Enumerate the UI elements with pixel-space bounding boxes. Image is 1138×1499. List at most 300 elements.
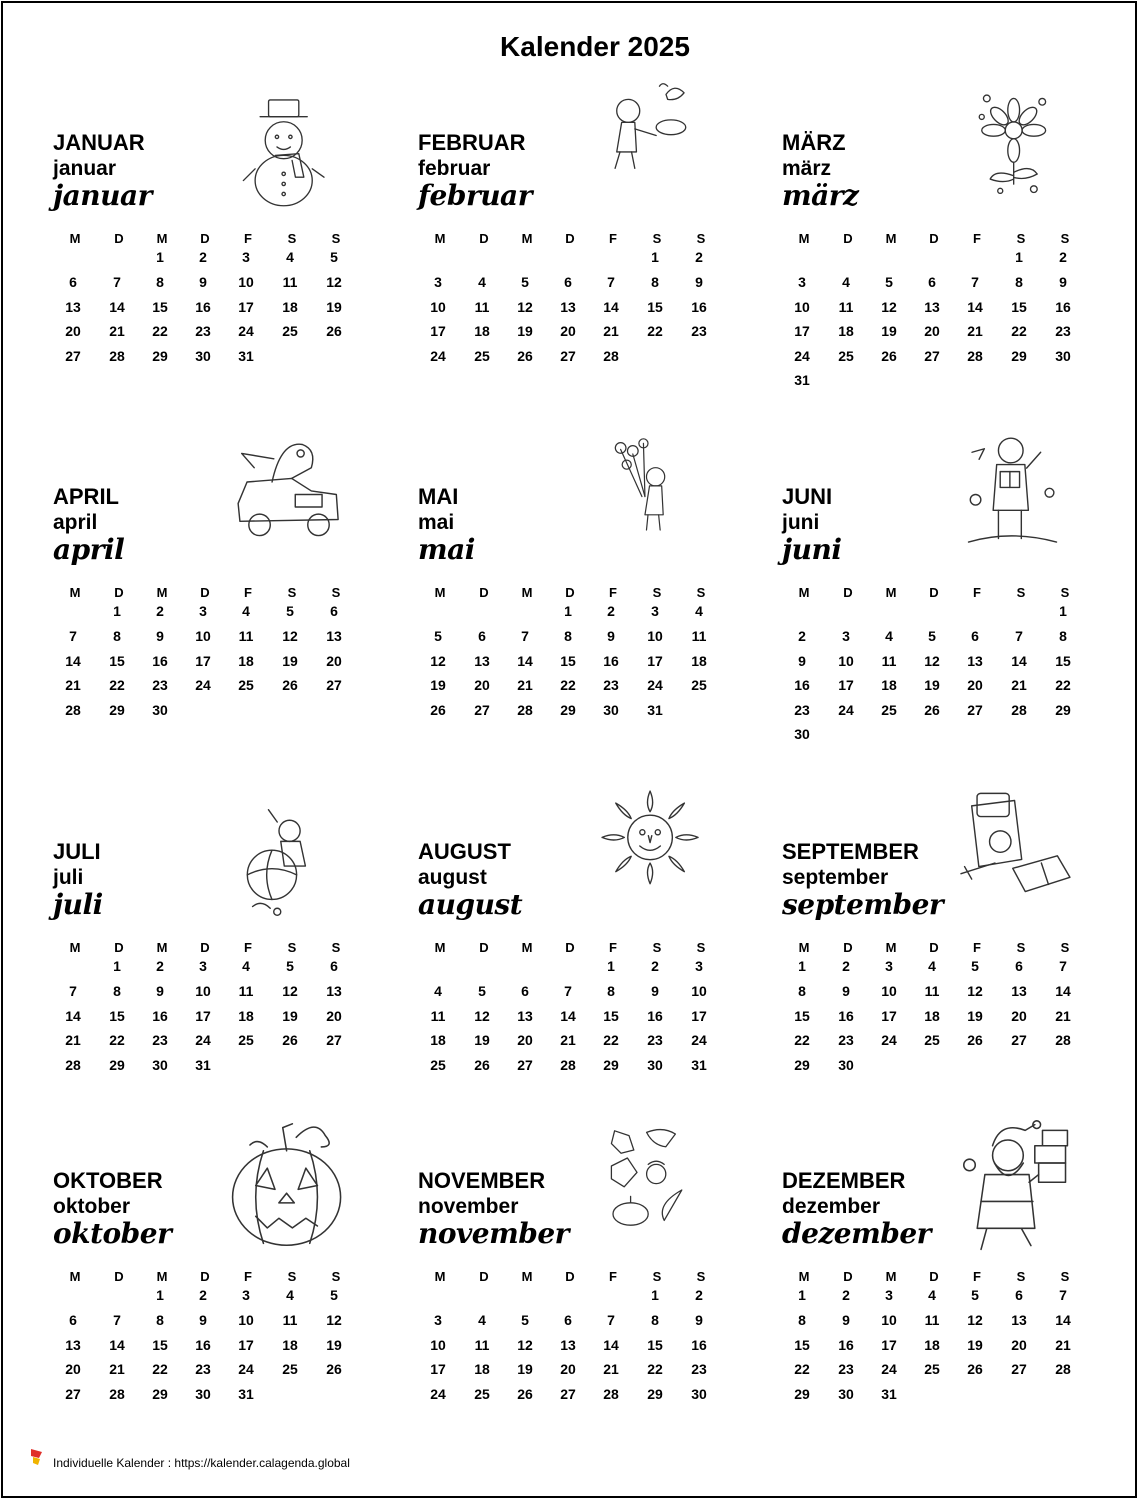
day-cell: 29 (1011, 347, 1027, 364)
day-cell: 30 (152, 701, 168, 718)
day-cell: 17 (691, 1007, 707, 1024)
weekday-header: M (885, 940, 897, 955)
month-name-upper: NOVEMBER (418, 1168, 546, 1193)
day-cell: 24 (881, 1032, 897, 1049)
day-cell: 7 (1059, 958, 1067, 974)
day-cell: 26 (326, 323, 342, 340)
day-cell: 14 (1055, 1312, 1071, 1328)
day-cell: 2 (1059, 249, 1067, 265)
day-cell: 23 (195, 323, 211, 340)
day-cell: 24 (430, 1385, 446, 1402)
day-cell: 9 (607, 628, 615, 644)
day-cell: 2 (156, 603, 164, 619)
day-cell: 30 (794, 726, 810, 743)
day-cell: 1 (113, 958, 121, 974)
day-cell: 6 (928, 274, 936, 290)
day-cell: 29 (794, 1056, 810, 1073)
weekday-header: M (69, 940, 81, 955)
day-cell: 18 (924, 1007, 940, 1024)
day-cell: 20 (1011, 1007, 1027, 1024)
day-cell: 21 (517, 677, 533, 694)
day-cell: 12 (967, 1312, 983, 1328)
weekday-header: D (200, 585, 210, 600)
day-cell: 30 (838, 1385, 854, 1402)
day-cell: 6 (971, 628, 979, 644)
month-name-lower: juni (782, 511, 820, 534)
day-cell: 4 (885, 628, 893, 644)
day-cell: 26 (881, 347, 897, 364)
day-cell: 21 (109, 323, 125, 340)
day-cell: 15 (647, 298, 663, 315)
day-cell: 26 (967, 1361, 983, 1378)
day-cell: 22 (109, 1032, 125, 1049)
day-cell: 14 (1055, 983, 1071, 999)
weekday-header: D (843, 940, 853, 955)
day-cell: 20 (924, 323, 940, 340)
day-cell: 19 (967, 1336, 983, 1353)
weekday-header: M (798, 1269, 810, 1284)
weekday-header: D (843, 231, 853, 246)
day-cell: 7 (564, 983, 572, 999)
day-cell: 13 (967, 652, 983, 669)
month-name-lower: november (418, 1195, 519, 1218)
weekday-header: S (331, 940, 341, 955)
day-cell: 6 (1015, 1287, 1023, 1303)
day-cell: 3 (695, 958, 703, 974)
day-cell: 10 (794, 298, 810, 315)
day-cell: 11 (474, 298, 490, 315)
day-cell: 4 (695, 603, 703, 619)
weekday-header: D (929, 940, 939, 955)
weekday-header: D (479, 231, 489, 246)
day-cell: 30 (195, 347, 211, 364)
day-cell: 20 (65, 1361, 81, 1378)
day-cell: 16 (195, 298, 211, 315)
day-cell: 23 (691, 1361, 707, 1378)
day-cell: 6 (69, 1312, 77, 1328)
day-cell: 31 (238, 1385, 254, 1402)
month-name-lower: dezember (782, 1195, 881, 1218)
month-name-lower: februar (418, 157, 491, 180)
month-name-script: november (418, 1217, 569, 1250)
weekday-header: F (609, 231, 617, 246)
day-cell: 25 (924, 1361, 940, 1378)
day-cell: 24 (881, 1361, 897, 1378)
day-cell: 26 (326, 1361, 342, 1378)
day-cell: 15 (152, 1336, 168, 1353)
day-cell: 17 (647, 652, 663, 669)
day-cell: 21 (603, 323, 619, 340)
day-cell: 20 (326, 1007, 342, 1024)
day-cell: 22 (647, 1361, 663, 1378)
pancake-kid-icon (590, 78, 710, 193)
day-cell: 22 (152, 323, 168, 340)
beach-ball-kid-icon (235, 795, 345, 930)
day-cell: 18 (881, 677, 897, 694)
day-cell: 18 (474, 323, 490, 340)
day-cell: 29 (109, 1056, 125, 1073)
day-cell: 23 (152, 1032, 168, 1049)
day-cell: 30 (691, 1385, 707, 1402)
day-cell: 8 (1015, 274, 1023, 290)
day-cell: 12 (967, 983, 983, 999)
day-cell: 7 (1059, 1287, 1067, 1303)
day-cell: 5 (434, 628, 442, 644)
month-name-lower: oktober (53, 1195, 131, 1218)
weekday-header: F (609, 940, 617, 955)
day-cell: 16 (838, 1336, 854, 1353)
weekday-header: D (565, 231, 575, 246)
day-cell: 10 (838, 652, 854, 669)
month-name-lower: mai (418, 511, 455, 534)
weekday-header: M (521, 231, 533, 246)
day-cell: 23 (1055, 323, 1071, 340)
weekday-header: S (696, 1269, 706, 1284)
autumn-leaves-icon (605, 1118, 705, 1246)
day-cell: 19 (474, 1032, 490, 1049)
day-cell: 3 (199, 603, 207, 619)
weekday-header: M (434, 940, 446, 955)
day-cell: 2 (651, 958, 659, 974)
weekday-header: S (652, 1269, 662, 1284)
day-cell: 27 (924, 347, 940, 364)
day-cell: 22 (647, 323, 663, 340)
day-cell: 4 (242, 603, 250, 619)
day-cell: 27 (65, 1385, 81, 1402)
day-cell: 25 (282, 1361, 298, 1378)
day-cell: 8 (651, 1312, 659, 1328)
day-cell: 18 (691, 652, 707, 669)
day-cell: 28 (65, 1056, 81, 1073)
day-cell: 5 (330, 249, 338, 265)
day-cell: 15 (109, 1007, 125, 1024)
day-cell: 4 (842, 274, 850, 290)
day-cell: 14 (109, 1336, 125, 1353)
weekday-header: S (1016, 231, 1026, 246)
day-cell: 10 (647, 628, 663, 644)
month-name-upper: JANUAR (53, 130, 145, 155)
weekday-header: F (973, 940, 981, 955)
day-cell: 18 (430, 1032, 446, 1049)
weekday-header: D (479, 940, 489, 955)
day-cell: 2 (607, 603, 615, 619)
weekday-header: S (1060, 1269, 1070, 1284)
day-cell: 15 (1011, 298, 1027, 315)
weekday-header: D (565, 940, 575, 955)
weekday-header: S (287, 1269, 297, 1284)
day-cell: 1 (651, 1287, 659, 1303)
sun-icon (588, 786, 713, 906)
day-cell: 24 (647, 677, 663, 694)
day-cell: 2 (199, 1287, 207, 1303)
weekday-header: S (1016, 940, 1026, 955)
day-cell: 27 (65, 347, 81, 364)
day-cell: 30 (647, 1056, 663, 1073)
day-cell: 17 (195, 1007, 211, 1024)
day-cell: 28 (560, 1056, 576, 1073)
day-cell: 15 (603, 1007, 619, 1024)
day-cell: 12 (881, 298, 897, 315)
weekday-header: D (200, 231, 210, 246)
day-cell: 30 (603, 701, 619, 718)
day-cell: 15 (647, 1336, 663, 1353)
day-cell: 28 (109, 347, 125, 364)
day-cell: 3 (651, 603, 659, 619)
day-cell: 9 (156, 983, 164, 999)
day-cell: 9 (842, 983, 850, 999)
day-cell: 6 (330, 958, 338, 974)
day-cell: 4 (928, 958, 936, 974)
weekday-header: D (565, 1269, 575, 1284)
day-cell: 24 (195, 677, 211, 694)
day-cell: 11 (238, 983, 254, 999)
day-cell: 15 (1055, 652, 1071, 669)
month-name-upper: JUNI (782, 484, 833, 509)
day-cell: 16 (647, 1007, 663, 1024)
weekday-header: D (929, 231, 939, 246)
day-cell: 23 (603, 677, 619, 694)
day-cell: 17 (881, 1336, 897, 1353)
day-cell: 25 (838, 347, 854, 364)
day-cell: 26 (282, 1032, 298, 1049)
day-cell: 29 (152, 1385, 168, 1402)
weekday-header: F (244, 585, 252, 600)
day-cell: 27 (1011, 1361, 1027, 1378)
day-cell: 22 (109, 677, 125, 694)
month-name-script: dezember (782, 1217, 931, 1250)
day-cell: 24 (430, 347, 446, 364)
day-cell: 21 (65, 1032, 81, 1049)
weekday-header: M (798, 940, 810, 955)
day-cell: 8 (156, 274, 164, 290)
day-cell: 7 (607, 1312, 615, 1328)
day-cell: 9 (156, 628, 164, 644)
day-cell: 12 (430, 652, 446, 669)
day-cell: 4 (478, 1312, 486, 1328)
month-name-upper: AUGUST (418, 839, 511, 864)
day-cell: 29 (560, 701, 576, 718)
month-name-script: april (53, 533, 125, 566)
day-cell: 16 (794, 677, 810, 694)
day-cell: 7 (69, 628, 77, 644)
day-cell: 17 (881, 1007, 897, 1024)
day-cell: 9 (695, 274, 703, 290)
day-cell: 20 (1011, 1336, 1027, 1353)
day-cell: 10 (238, 1312, 254, 1328)
day-cell: 1 (564, 603, 572, 619)
month-name-upper: OKTOBER (53, 1168, 163, 1193)
weekday-header: S (652, 231, 662, 246)
day-cell: 14 (65, 652, 81, 669)
day-cell: 13 (924, 298, 940, 315)
month-name-upper: DEZEMBER (782, 1168, 906, 1193)
day-cell: 13 (326, 628, 342, 644)
day-cell: 19 (924, 677, 940, 694)
boy-gift-icon (965, 432, 1075, 557)
day-cell: 26 (474, 1056, 490, 1073)
day-cell: 21 (1055, 1336, 1071, 1353)
day-cell: 17 (195, 652, 211, 669)
day-cell: 20 (967, 677, 983, 694)
day-cell: 16 (603, 652, 619, 669)
day-cell: 8 (798, 1312, 806, 1328)
day-cell: 26 (517, 347, 533, 364)
month-name-upper: SEPTEMBER (782, 839, 919, 864)
day-cell: 14 (603, 1336, 619, 1353)
month-name-lower: april (53, 511, 98, 534)
day-cell: 9 (695, 1312, 703, 1328)
day-cell: 21 (65, 677, 81, 694)
weekday-header: M (156, 231, 168, 246)
day-cell: 5 (971, 1287, 979, 1303)
weekday-header: S (287, 940, 297, 955)
day-cell: 23 (838, 1032, 854, 1049)
weekday-header: M (521, 940, 533, 955)
day-cell: 1 (651, 249, 659, 265)
day-cell: 10 (195, 983, 211, 999)
footer-text[interactable]: Individuelle Kalender : https://kalender.calagenda.global (53, 1456, 350, 1470)
weekday-header: M (798, 585, 810, 600)
day-cell: 13 (560, 298, 576, 315)
calagenda-logo-icon (30, 1448, 46, 1466)
day-cell: 3 (798, 274, 806, 290)
day-cell: 3 (199, 958, 207, 974)
weekday-header: M (69, 585, 81, 600)
day-cell: 10 (430, 298, 446, 315)
day-cell: 13 (65, 298, 81, 315)
month-name-script: mai (418, 533, 475, 566)
day-cell: 19 (517, 1361, 533, 1378)
day-cell: 26 (967, 1032, 983, 1049)
day-cell: 16 (838, 1007, 854, 1024)
day-cell: 30 (195, 1385, 211, 1402)
day-cell: 5 (286, 958, 294, 974)
day-cell: 25 (924, 1032, 940, 1049)
fish-car-icon (220, 432, 350, 557)
weekday-header: F (609, 585, 617, 600)
weekday-header: S (1060, 585, 1070, 600)
day-cell: 10 (430, 1336, 446, 1353)
day-cell: 17 (238, 298, 254, 315)
month-name-script: februar (418, 179, 532, 212)
day-cell: 9 (1059, 274, 1067, 290)
month-name-lower: august (418, 866, 487, 889)
weekday-header: S (696, 940, 706, 955)
day-cell: 10 (195, 628, 211, 644)
day-cell: 20 (517, 1032, 533, 1049)
day-cell: 7 (113, 1312, 121, 1328)
weekday-header: S (652, 940, 662, 955)
day-cell: 5 (521, 1312, 529, 1328)
day-cell: 7 (1015, 628, 1023, 644)
day-cell: 3 (434, 274, 442, 290)
day-cell: 21 (1055, 1007, 1071, 1024)
weekday-header: S (1060, 231, 1070, 246)
month-name-upper: JULI (53, 839, 101, 864)
day-cell: 23 (794, 701, 810, 718)
day-cell: 28 (1011, 701, 1027, 718)
child-bouquet-icon (610, 432, 705, 552)
day-cell: 5 (521, 274, 529, 290)
month-name-lower: januar (53, 157, 117, 180)
day-cell: 5 (928, 628, 936, 644)
day-cell: 15 (109, 652, 125, 669)
day-cell: 18 (238, 652, 254, 669)
day-cell: 30 (1055, 347, 1071, 364)
day-cell: 18 (474, 1361, 490, 1378)
weekday-header: D (114, 231, 124, 246)
day-cell: 16 (691, 1336, 707, 1353)
day-cell: 19 (326, 298, 342, 315)
day-cell: 23 (152, 677, 168, 694)
day-cell: 17 (430, 323, 446, 340)
weekday-header: D (114, 585, 124, 600)
day-cell: 13 (1011, 983, 1027, 999)
day-cell: 8 (1059, 628, 1067, 644)
santa-icon (958, 1118, 1078, 1258)
weekday-header: M (69, 231, 81, 246)
day-cell: 10 (691, 983, 707, 999)
day-cell: 15 (794, 1007, 810, 1024)
weekday-header: S (696, 585, 706, 600)
day-cell: 28 (109, 1385, 125, 1402)
day-cell: 4 (478, 274, 486, 290)
weekday-header: S (331, 585, 341, 600)
day-cell: 11 (838, 298, 854, 315)
day-cell: 22 (1055, 677, 1071, 694)
day-cell: 25 (238, 1032, 254, 1049)
day-cell: 12 (517, 1336, 533, 1353)
day-cell: 20 (65, 323, 81, 340)
day-cell: 12 (517, 298, 533, 315)
month-name-lower: märz (782, 157, 832, 180)
day-cell: 2 (199, 249, 207, 265)
day-cell: 23 (195, 1361, 211, 1378)
day-cell: 17 (238, 1336, 254, 1353)
day-cell: 3 (242, 249, 250, 265)
weekday-header: F (244, 1269, 252, 1284)
day-cell: 18 (924, 1336, 940, 1353)
day-cell: 2 (695, 1287, 703, 1303)
day-cell: 23 (691, 323, 707, 340)
day-cell: 13 (1011, 1312, 1027, 1328)
day-cell: 24 (691, 1032, 707, 1049)
day-cell: 31 (881, 1385, 897, 1402)
day-cell: 11 (924, 983, 940, 999)
day-cell: 27 (560, 347, 576, 364)
day-cell: 18 (282, 1336, 298, 1353)
day-cell: 13 (65, 1336, 81, 1353)
month-name-script: juli (53, 888, 103, 921)
day-cell: 29 (152, 347, 168, 364)
day-cell: 12 (326, 274, 342, 290)
weekday-header: D (929, 585, 939, 600)
day-cell: 26 (517, 1385, 533, 1402)
weekday-header: S (287, 231, 297, 246)
day-cell: 28 (603, 347, 619, 364)
day-cell: 27 (1011, 1032, 1027, 1049)
day-cell: 4 (434, 983, 442, 999)
month-name-upper: MÄRZ (782, 130, 846, 155)
day-cell: 27 (474, 701, 490, 718)
day-cell: 24 (195, 1032, 211, 1049)
day-cell: 23 (647, 1032, 663, 1049)
weekday-header: S (1016, 585, 1026, 600)
weekday-header: M (885, 585, 897, 600)
weekday-header: S (331, 1269, 341, 1284)
day-cell: 31 (647, 701, 663, 718)
weekday-header: M (798, 231, 810, 246)
